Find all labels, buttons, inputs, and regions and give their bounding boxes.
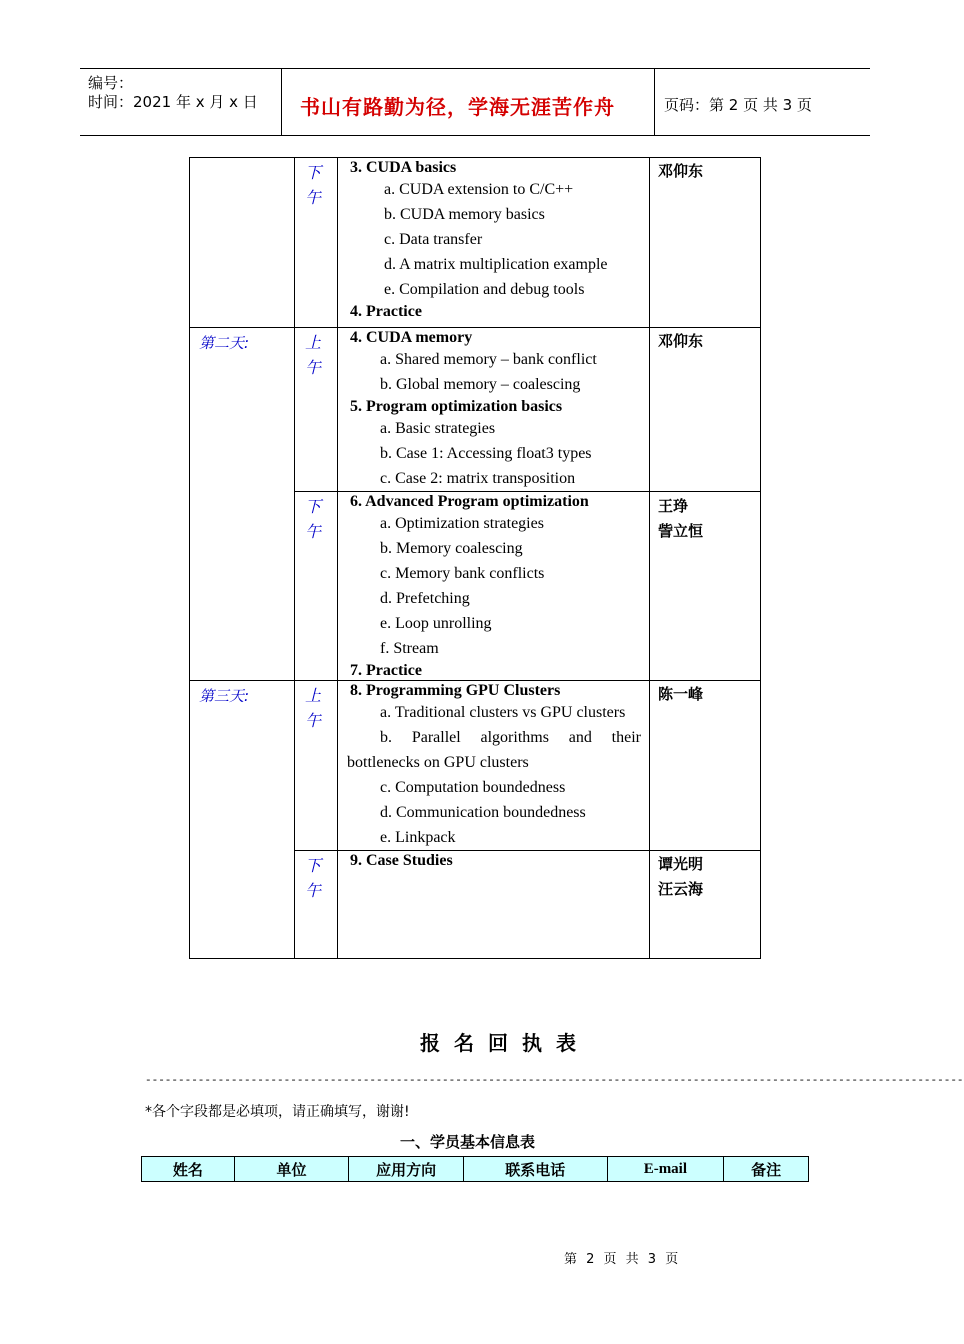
- section-title: 一、学员基本信息表: [400, 1133, 536, 1151]
- table-row-divider-1: [189, 327, 761, 328]
- row1-item-c: c. Data transfer: [384, 231, 483, 248]
- row1-item-b: b. CUDA memory basics: [384, 206, 545, 223]
- col-remarks-header: 备注: [724, 1157, 809, 1182]
- header-page-label: 页码：第 2 页 共 3 页: [664, 96, 812, 114]
- cut-line: ----------------------------------------------------------------------------------------------------------------------------: [145, 1075, 964, 1087]
- day2-pm-item-6d: d. Prefetching: [380, 590, 470, 607]
- row1-item-e: e. Compilation and debug tools: [384, 281, 585, 298]
- row1-lecturer: 邓仰东: [658, 162, 704, 180]
- day3-am-period: 上午: [305, 686, 322, 730]
- row1-period: 下午: [305, 163, 322, 207]
- day3-am-item-8a: a. Traditional clusters vs GPU clusters: [380, 704, 626, 721]
- day3-label: 第三天:: [199, 687, 250, 705]
- row1-topic-4: 4. Practice: [350, 303, 422, 320]
- day3-pm-period: 下午: [305, 856, 322, 900]
- day3-pm-lecturer-2: 汪云海: [658, 880, 704, 898]
- day3-am-lecturer: 陈一峰: [658, 685, 704, 703]
- table-col-divider-1: [294, 157, 295, 958]
- day2-pm-topic-7: 7. Practice: [350, 662, 422, 679]
- day3-am-item-8b-word: b.: [380, 729, 392, 746]
- registration-note: *各个字段都是必填项，请正确填写，谢谢!: [145, 1104, 410, 1120]
- header-divider-left: [281, 68, 282, 135]
- day3-am-item-8e: e. Linkpack: [380, 829, 456, 846]
- header-time-label: 时间：2021 年 x 月 x 日: [88, 93, 258, 111]
- day2-am-lecturer: 邓仰东: [658, 332, 704, 350]
- registration-title: 报名回执表: [420, 1031, 590, 1055]
- day3-am-item-8b-word: their: [611, 729, 641, 746]
- day2-pm-lecturer-1: 王琤: [658, 497, 689, 515]
- table-row-divider-3: [189, 680, 761, 681]
- day2-am-item-5a: a. Basic strategies: [380, 420, 496, 437]
- row1-item-d: d. A matrix multiplication example: [384, 256, 608, 273]
- table-border-right: [760, 157, 761, 958]
- day2-am-period: 上午: [305, 333, 322, 377]
- day3-am-item-8b: [380, 729, 641, 747]
- day3-am-item-8c: c. Computation boundedness: [380, 779, 566, 796]
- row1-item-a: a. CUDA extension to C/C++: [384, 181, 574, 198]
- header-motto: 书山有路勤为径，学海无涯苦作舟: [300, 95, 615, 119]
- table-header-row: [142, 1157, 809, 1182]
- table-col-divider-2: [337, 157, 338, 958]
- col-email-header: E-mail: [607, 1157, 724, 1182]
- day3-am-item-8b-word: and: [568, 729, 592, 746]
- day2-pm-period: 下午: [305, 497, 322, 541]
- header-divider-right: [654, 68, 655, 135]
- day3-pm-lecturer-1: 谭光明: [658, 855, 704, 873]
- col-name-header: 姓名: [142, 1157, 235, 1182]
- day3-am-item-8b-word: algorithms: [480, 729, 549, 746]
- day2-am-item-4a: a. Shared memory – bank conflict: [380, 351, 597, 368]
- day2-pm-topic-6: 6. Advanced Program optimization: [350, 493, 589, 510]
- day2-am-item-5b: b. Case 1: Accessing float3 types: [380, 445, 592, 462]
- day2-am-topic-4: 4. CUDA memory: [350, 329, 473, 346]
- day2-pm-item-6c: c. Memory bank conflicts: [380, 565, 545, 582]
- table-col-divider-3: [649, 157, 650, 958]
- header-bottom-rule: [80, 135, 870, 136]
- day3-pm-topic-9: 9. Case Studies: [350, 852, 453, 869]
- day2-pm-lecturer-2: 訾立恒: [658, 522, 704, 540]
- day3-am-item-8d: d. Communication boundedness: [380, 804, 586, 821]
- day2-pm-item-6f: f. Stream: [380, 640, 439, 657]
- page-footer: 第 2 页 共 3 页: [564, 1252, 679, 1267]
- header-number-label: 编号：: [88, 74, 134, 92]
- day2-am-item-5c: c. Case 2: matrix transposition: [380, 470, 576, 487]
- day2-pm-item-6e: e. Loop unrolling: [380, 615, 492, 632]
- table-row-divider-4: [294, 850, 761, 851]
- day2-am-topic-5: 5. Program optimization basics: [350, 398, 563, 415]
- day3-am-item-8b-word: Parallel: [411, 729, 461, 746]
- header-top-rule: [80, 68, 870, 69]
- day3-am-topic-8: 8. Programming GPU Clusters: [350, 682, 561, 699]
- table-border-left: [189, 157, 190, 958]
- day3-am-item-8b-continued: bottlenecks on GPU clusters: [347, 754, 529, 771]
- table-border-bottom: [189, 958, 761, 959]
- day2-pm-item-6b: b. Memory coalescing: [380, 540, 523, 557]
- day2-label: 第二天:: [199, 334, 250, 352]
- student-info-table: [141, 1156, 809, 1182]
- day2-am-item-4b: b. Global memory – coalescing: [380, 376, 581, 393]
- table-border-top: [189, 157, 761, 158]
- row1-topic-3: 3. CUDA basics: [350, 159, 457, 176]
- col-unit-header: 单位: [234, 1157, 349, 1182]
- day2-pm-item-6a: a. Optimization strategies: [380, 515, 544, 532]
- col-application-header: 应用方向: [349, 1157, 464, 1182]
- table-row-divider-2: [294, 491, 761, 492]
- col-phone-header: 联系电话: [464, 1157, 608, 1182]
